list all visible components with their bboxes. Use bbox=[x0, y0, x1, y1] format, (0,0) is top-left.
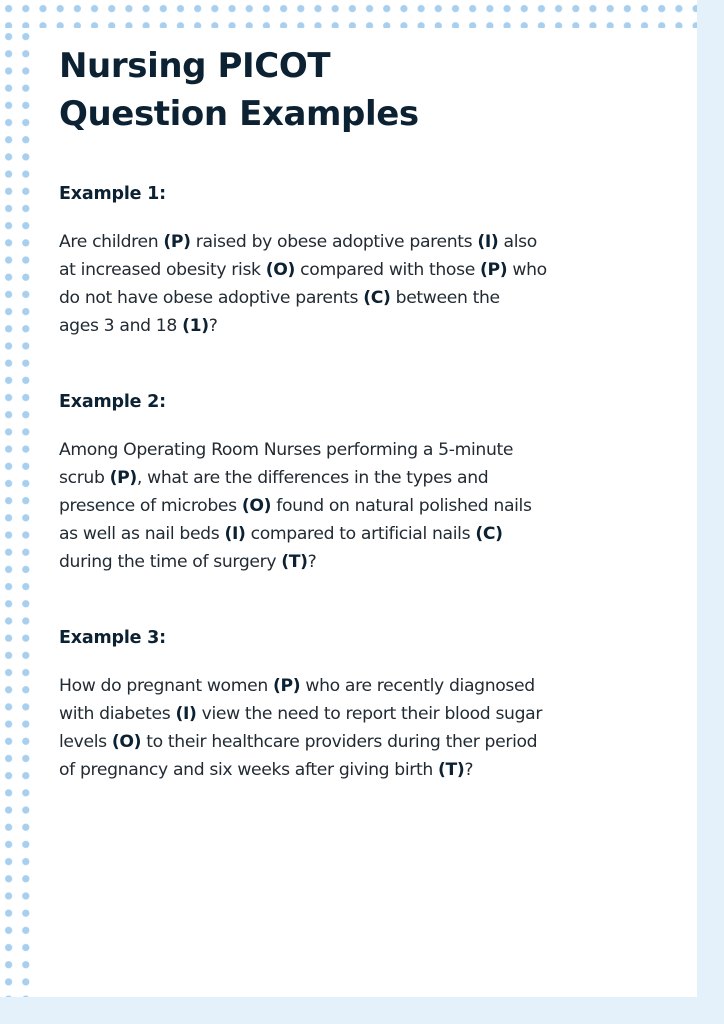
picot-marker: (P) bbox=[163, 232, 191, 252]
picot-marker: (P) bbox=[480, 260, 508, 280]
decorative-dot-border-left bbox=[0, 28, 34, 997]
example-2 bbox=[59, 390, 679, 576]
example-1-heading: Example 1: bbox=[59, 184, 166, 204]
picot-marker: (T) bbox=[281, 552, 308, 572]
picot-marker: (I) bbox=[175, 704, 197, 724]
example-3 bbox=[59, 626, 679, 784]
picot-marker: (C) bbox=[363, 288, 391, 308]
picot-marker: (O) bbox=[111, 732, 142, 752]
picot-marker: (P) bbox=[273, 676, 301, 696]
picot-marker: (C) bbox=[475, 524, 503, 544]
example-1-text: Are children (P) raised by obese adoptive parents (I) also at increased obesity risk (O) compared with those (P) who do not have obese adoptive parents (C) between the ages 3 and 18 (1)? bbox=[59, 232, 547, 336]
decorative-dot-border-top bbox=[0, 0, 697, 28]
page-title bbox=[59, 42, 679, 138]
page-title-line-1: Nursing PICOT bbox=[59, 46, 331, 86]
picot-marker: (1) bbox=[182, 316, 209, 336]
picot-marker: (I) bbox=[477, 232, 499, 252]
picot-marker: (P) bbox=[109, 468, 137, 488]
picot-marker: (I) bbox=[224, 524, 246, 544]
document-content bbox=[59, 42, 679, 784]
example-1 bbox=[59, 182, 679, 340]
example-2-heading: Example 2: bbox=[59, 392, 166, 412]
page-title-line-2: Question Examples bbox=[59, 94, 419, 134]
example-2-text: Among Operating Room Nurses performing a 5-minute scrub (P), what are the differences in the types and presence of microbes (O) found on natural polished nails as well as nail beds (I) compared to artificial nails (C) during the time of surgery (T)? bbox=[59, 440, 532, 572]
picot-marker: (O) bbox=[241, 496, 272, 516]
picot-marker: (T) bbox=[438, 760, 465, 780]
picot-marker: (O) bbox=[265, 260, 296, 280]
example-3-heading: Example 3: bbox=[59, 628, 166, 648]
example-3-text: How do pregnant women (P) who are recently diagnosed with diabetes (I) view the need to report their blood sugar levels (O) to their healthcare providers during ther period of pregnancy and six weeks after giving birth (T)? bbox=[59, 676, 543, 780]
